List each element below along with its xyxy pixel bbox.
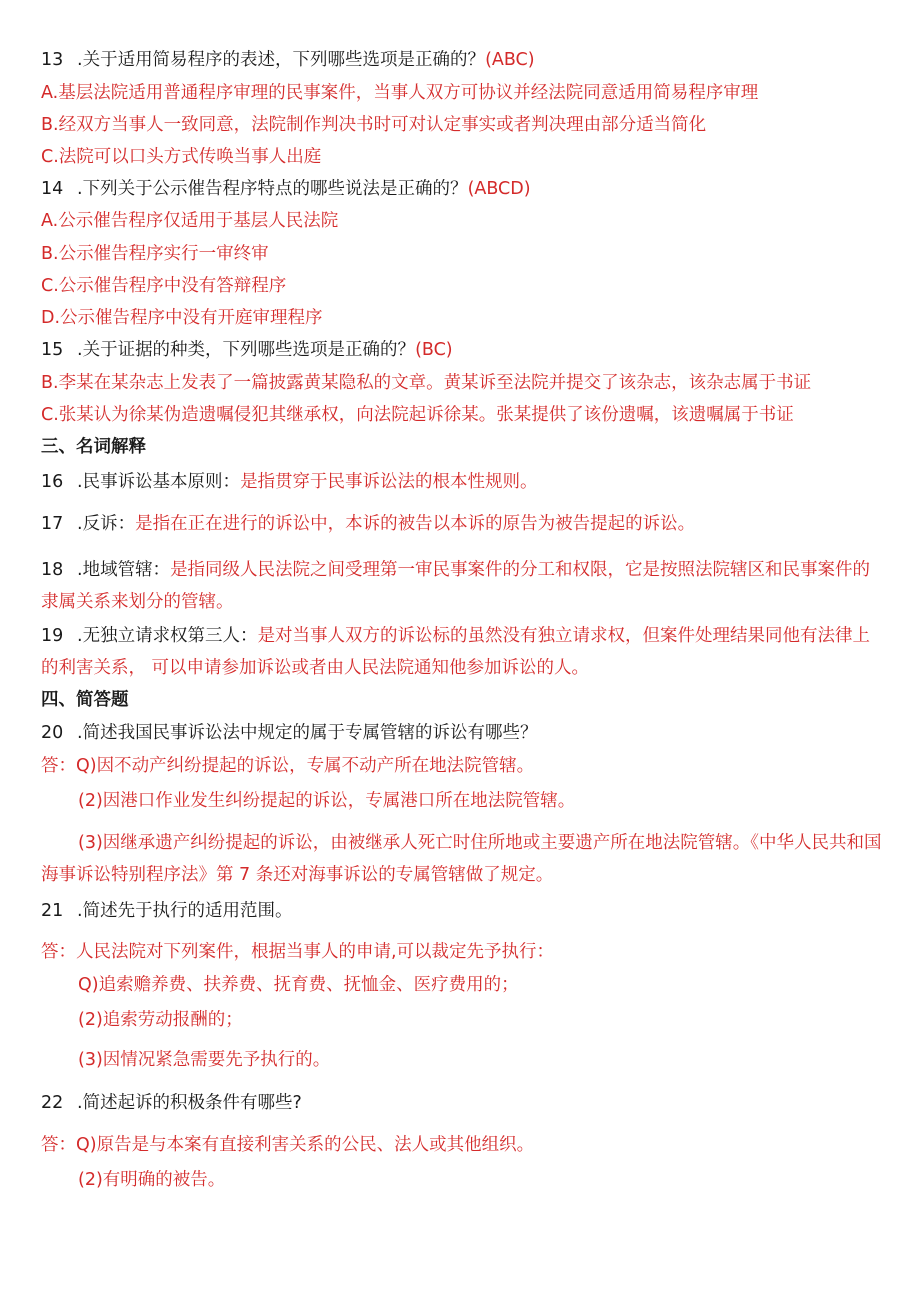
question-number: 15 [41,340,64,360]
option-a: A.公示催告程序仅适用于基层人民法院 [41,211,339,231]
question-number: 20 [41,723,64,743]
definition: 是指贯穿于民事诉讼法的根本性规则。 [240,472,538,492]
answer-line: (2)因港口作业发生纠纷提起的诉讼，专属港口所在地法院管辖。 [78,791,576,811]
answer-line: 答：Q)因不动产纠纷提起的诉讼，专属不动产所在地法院管辖。 [41,756,535,776]
option-a: A.基层法院适用普通程序审理的民事案件，当事人双方可协议并经法院同意适用简易程序审理 [41,83,759,103]
answer-line: 答：人民法院对下列案件，根据当事人的申请,可以裁定先予执行： [41,942,555,962]
answer-line: (2)有明确的被告。 [78,1170,226,1190]
question-18 [41,554,884,618]
question-number: 21 [41,901,64,921]
question-22 [41,1092,884,1114]
question-text: .关于证据的种类，下列哪些选项是正确的？ [77,340,416,360]
answer-key: (BC) [415,340,453,360]
question-19 [41,620,884,684]
answer-key: (ABC) [485,50,535,70]
question-number: 19 [41,626,64,646]
question-13 [41,49,884,71]
question-17 [41,513,884,535]
option-d: D.公示催告程序中没有开庭审理程序 [41,308,323,328]
option-c: C.张某认为徐某伪造遗嘱侵犯其继承权，向法院起诉徐某。张某提供了该份遗嘱，该遗嘱属于书证 [41,405,794,425]
question-number: 16 [41,472,64,492]
term: .地域管辖： [77,560,171,580]
question-number: 14 [41,179,64,199]
option-b: B.李某在某杂志上发表了一篇披露黄某隐私的文章。黄某诉至法院并提交了该杂志，该杂志属于书证 [41,373,812,393]
option-c: C.法院可以口头方式传唤当事人出庭 [41,147,322,167]
answer-line: Q)追索赡养费、扶养费、抚育费、抚恤金、医疗费用的； [78,975,519,995]
option-c: C.公示催告程序中没有答辩程序 [41,276,287,296]
option-b: B.公示催告程序实行一审终审 [41,244,269,264]
answer-line: 答：Q)原告是与本案有直接利害关系的公民、法人或其他组织。 [41,1135,535,1155]
question-number: 22 [41,1093,64,1113]
answer-line: (3)因情况紧急需要先予执行的。 [78,1050,331,1070]
question-number: 13 [41,50,64,70]
term: .反诉： [77,514,136,534]
definition: 是对当事人双方的诉讼标的虽然没有独立请求权，但案件处理结果同他有法律上的利害关系， 可以申请参加诉讼或者由人民法院通知他参加诉讼的人。 [41,626,871,678]
question-14 [41,178,884,200]
definition: 是指同级人民法院之间受理第一审民事案件的分工和权限，它是按照法院辖区和民事案件的隶属关系来划分的管辖。 [41,560,871,612]
answer-key: (ABCD) [467,179,531,199]
question-text: .简述先于执行的适用范围。 [77,901,293,921]
question-text: .简述起诉的积极条件有哪些? [77,1093,302,1113]
question-text: .下列关于公示催告程序特点的哪些说法是正确的？ [77,179,468,199]
answer-line: (2)追索劳动报酬的； [78,1010,243,1030]
term: .民事诉讼基本原则： [77,472,241,492]
section-heading: 三、名词解释 [41,437,146,457]
question-20 [41,722,884,744]
term: .无独立请求权第三人： [77,626,258,646]
question-text: .关于适用简易程序的表述，下列哪些选项是正确的？ [77,50,486,70]
question-21 [41,900,884,922]
option-b: B.经双方当事人一致同意，法院制作判决书时可对认定事实或者判决理由部分适当简化 [41,115,707,135]
question-16 [41,471,884,493]
question-15 [41,339,884,361]
question-number: 17 [41,514,64,534]
definition: 是指在正在进行的诉讼中，本诉的被告以本诉的原告为被告提起的诉讼。 [135,514,696,534]
question-text: .简述我国民事诉讼法中规定的属于专属管辖的诉讼有哪些？ [77,723,538,743]
answer-line: (3)因继承遗产纠纷提起的诉讼，由被继承人死亡时住所地或主要遗产所在地法院管辖。《中华人民共和国海事诉讼特别程序法》第 7 条还对海事诉讼的专属管辖做了规定。 [41,833,882,885]
section-heading: 四、简答题 [41,690,129,710]
question-number: 18 [41,560,64,580]
